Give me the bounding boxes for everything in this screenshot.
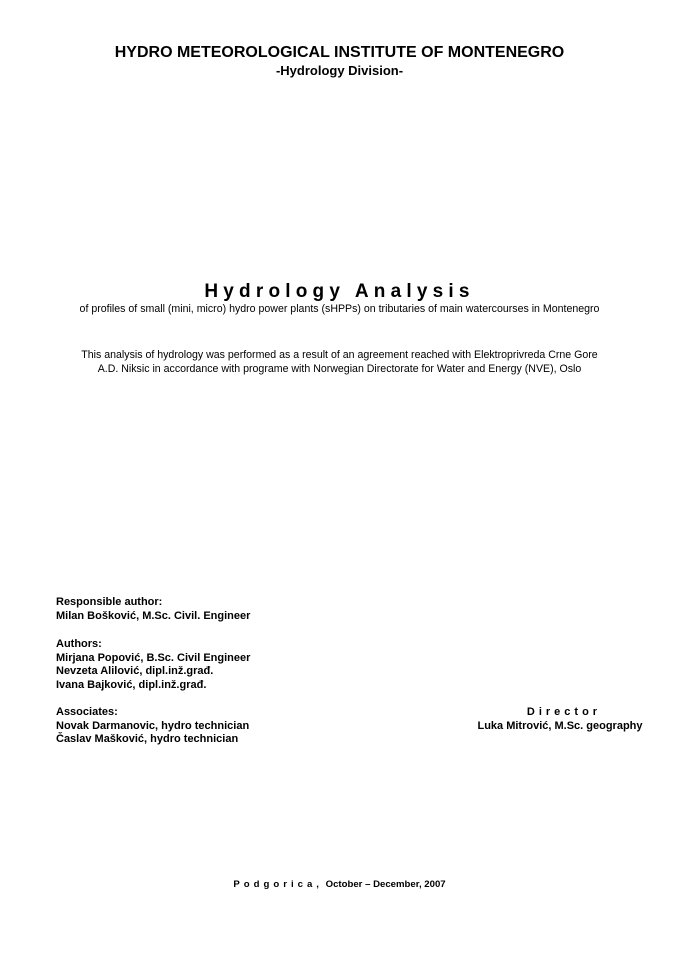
responsible-author-block — [56, 596, 250, 623]
associates-label: Associates: — [56, 706, 118, 718]
associate-name: Časlav Mašković, hydro technician — [56, 733, 239, 745]
footer-period: October – December, 2007 — [325, 879, 446, 890]
division-subtitle: -Hydrology Division- — [275, 63, 404, 78]
associates-block — [56, 706, 249, 747]
document-title: Hydrology Analysis — [204, 281, 475, 302]
authors-block — [56, 638, 250, 692]
institute-title: HYDRO METEOROLOGICAL INSTITUTE OF MONTENEGRO — [114, 44, 565, 61]
author-name: Mirjana Popović, B.Sc. Civil Engineer — [56, 651, 251, 664]
footer-place-date — [0, 879, 679, 890]
agreement-line-1: This analysis of hydrology was performed as a result of an agreement reached with Elektroprivreda Crne Gore — [81, 349, 598, 361]
footer-city: Podgorica, — [233, 879, 323, 890]
director-block — [460, 706, 660, 733]
agreement-line-2: A.D. Niksic in accordance with programe with Norwegian Directorate for Water and Energy (NVE), Oslo — [97, 363, 582, 375]
director-name: Luka Mitrović, M.Sc. geography — [477, 719, 643, 732]
authors-label: Authors: — [56, 638, 102, 650]
author-name: Ivana Bajković, dipl.inž.građ. — [56, 678, 207, 691]
associate-name: Novak Darmanovic, hydro technician — [56, 719, 250, 732]
responsible-author-name: Milan Bošković, M.Sc. Civil. Engineer — [56, 609, 251, 622]
document-subtitle: of profiles of small (mini, micro) hydro power plants (sHPPs) on tributaries of main watercourses in Montenegro — [79, 303, 600, 315]
author-name: Nevzeta Alilović, dipl.inž.građ. — [56, 665, 214, 677]
responsible-author-label: Responsible author: — [56, 596, 163, 608]
agreement-paragraph — [0, 348, 679, 376]
director-label: Director — [526, 706, 602, 718]
